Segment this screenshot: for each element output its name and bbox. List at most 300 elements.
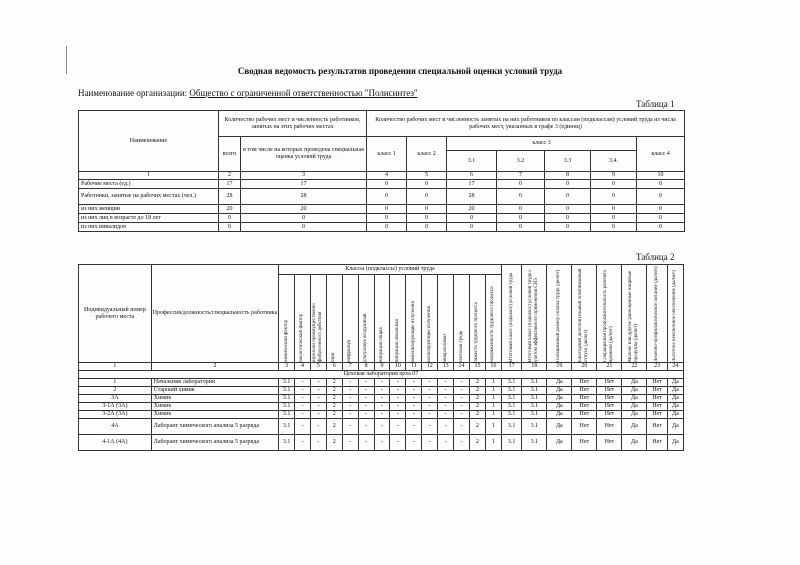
t2-cell: 2 — [469, 411, 485, 419]
t1-head-total: всего — [219, 137, 241, 172]
t2-cell: Нет — [647, 419, 667, 435]
t2-cell: - — [310, 419, 326, 435]
t1-head-class1: класс 1 — [367, 137, 407, 172]
t1-cell: 0 — [591, 180, 637, 189]
t1-cell: 0 — [367, 189, 407, 205]
t2-cell: 3.1 — [279, 379, 295, 387]
t2-vhead-text: напряженность трудового процесса — [490, 285, 496, 362]
t2-cell: 1 — [485, 435, 501, 451]
t1-row — [79, 223, 685, 232]
t1-head-incl: в том числе на которых проведена специальная оценка условий труда — [241, 137, 367, 172]
t1-cell: 0 — [637, 223, 685, 232]
t1-cell: 0 — [591, 205, 637, 214]
t2-cell: Нет — [572, 435, 597, 451]
t2-vhead — [522, 265, 547, 363]
t2-profession: Химик — [151, 411, 278, 419]
t2-cell: Нет — [572, 419, 597, 435]
t2-vhead — [295, 275, 311, 363]
t2-vhead-text: световая среда — [458, 330, 464, 362]
t2-vhead — [358, 275, 374, 363]
t2-col-number: 17 — [501, 363, 521, 371]
t2-cell: 2 — [326, 435, 342, 451]
t2-cell: Да — [667, 403, 683, 411]
t2-cell: - — [422, 395, 438, 403]
t2-col-number: 4 — [295, 363, 311, 371]
t1-cell: 0 — [545, 214, 591, 223]
t2-cell: 1 — [485, 379, 501, 387]
t2-vhead — [422, 275, 438, 363]
t2-cell: - — [374, 403, 390, 411]
t2-profession: Начальник лаборатории — [151, 379, 278, 387]
t2-vhead — [597, 265, 622, 363]
t2-cell: Нет — [597, 419, 622, 435]
t2-cell: - — [310, 379, 326, 387]
t2-cell: 3.1 — [279, 435, 295, 451]
t2-cell: - — [358, 435, 374, 451]
t2-cell: - — [406, 435, 422, 451]
t2-col-number: 12 — [422, 363, 438, 371]
t2-cell: - — [422, 411, 438, 419]
t2-cell: 3.1 — [501, 387, 521, 395]
t2-col-number: 2 — [151, 363, 278, 371]
t2-cell: 2 — [326, 387, 342, 395]
t2-cell: Нет — [647, 387, 667, 395]
t2-cell: - — [342, 403, 358, 411]
t2-cell: 2 — [469, 419, 485, 435]
t2-col-number: 23 — [647, 363, 667, 371]
t2-col-number: 10 — [390, 363, 406, 371]
t2-cell: 1 — [485, 419, 501, 435]
t1-cell: 0 — [545, 189, 591, 205]
t1-col-number: 8 — [545, 172, 591, 180]
t2-cell: 2 — [326, 411, 342, 419]
t1-cell: 0 — [591, 189, 637, 205]
t2-cell: 3.1 — [522, 387, 547, 395]
t2-col-number: 15 — [469, 363, 485, 371]
t2-section-title: Цеховая лаборатория цеха 07 — [79, 371, 684, 379]
t1-head-3-1: 3.1 — [447, 151, 497, 172]
t2-cell: Нет — [572, 395, 597, 403]
t1-cell: 0 — [407, 189, 447, 205]
t2-vhead-text: Молоко или другие равноценные пищевые продукты (да/нет) — [628, 270, 640, 362]
t2-col-number: 18 — [522, 363, 547, 371]
t1-cell: 28 — [447, 189, 497, 205]
t2-vhead — [547, 265, 572, 363]
t2-cell: Да — [667, 395, 683, 403]
t2-vhead-text: Итоговый класс (подкласс) условий труда с учетом эффективного применения СИЗ — [528, 268, 540, 362]
t1-cell: 0 — [367, 214, 407, 223]
t2-vhead — [454, 275, 470, 363]
t2-cell: 2 — [326, 379, 342, 387]
t2-col-number: 5 — [310, 363, 326, 371]
t1-cell: 0 — [407, 223, 447, 232]
t1-head-3-4: 3.4. — [591, 151, 637, 172]
t2-vhead-text: вибрация общая — [379, 326, 384, 362]
t2-cell: - — [390, 379, 406, 387]
t2-profession: Химик — [151, 403, 278, 411]
t2-vhead — [374, 275, 390, 363]
t2-cell: - — [454, 379, 470, 387]
t1-cell: 28 — [219, 189, 241, 205]
t1-row — [79, 180, 685, 189]
t2-cell: - — [358, 411, 374, 419]
t2-cell: Да — [622, 419, 647, 435]
t2-cell: - — [374, 411, 390, 419]
t2-cell: Да — [622, 403, 647, 411]
t2-cell: - — [295, 379, 311, 387]
t2-cell: 2 — [326, 395, 342, 403]
t2-vhead — [326, 275, 342, 363]
t1-col-number: 9 — [591, 172, 637, 180]
t1-col-number: 5 — [407, 172, 447, 180]
t2-cell: Да — [667, 419, 683, 435]
t2-cell: - — [342, 379, 358, 387]
t1-head-3-2: 3.2 — [497, 151, 545, 172]
t2-head-classes: Классы (подклассы) условий труда — [279, 265, 502, 275]
t2-head-id: Индивидуальный номер рабочего места — [79, 265, 152, 363]
t2-vhead-text: Сокращенная продолжительность рабочего времени (да/нет) — [603, 268, 615, 362]
t1-row-label: из них лиц в возрасте до 18 лет — [79, 214, 219, 223]
t2-cell: - — [438, 395, 454, 403]
t2-cell: - — [374, 395, 390, 403]
t2-cell: 3.1 — [501, 395, 521, 403]
t1-row-label: Работники, занятые на рабочих местах (чел.) — [79, 189, 219, 205]
t2-cell: Нет — [597, 387, 622, 395]
t2-cell: - — [374, 435, 390, 451]
t2-vhead — [572, 265, 597, 363]
t2-row — [79, 387, 684, 395]
t1-cell: 0 — [497, 214, 545, 223]
t1-col-number: 1 — [79, 172, 219, 180]
t2-cell: - — [438, 379, 454, 387]
t2-vhead — [501, 265, 521, 363]
t1-head-class2: класс 2 — [407, 137, 447, 172]
t2-cell: 3.1 — [501, 435, 521, 451]
t2-cell: - — [342, 387, 358, 395]
t1-cell: 17 — [219, 180, 241, 189]
t2-vhead-text: ультразвук воздушный — [363, 313, 369, 362]
t2-number-row — [79, 363, 684, 371]
t2-col-number: 14 — [454, 363, 470, 371]
t2-cell: 2 — [469, 403, 485, 411]
t2-col-number: 3 — [279, 363, 295, 371]
t1-cell: 0 — [637, 205, 685, 214]
t2-cell: 3.1 — [501, 403, 521, 411]
t1-head-classes: Количество рабочих мест и численность занятых на них работников по классам (подклассам) условий труда из числа рабочих мест, указанных в графе 3 (единиц) — [367, 111, 685, 137]
t2-vhead — [469, 275, 485, 363]
t2-cell: - — [390, 395, 406, 403]
t1-cell: 0 — [497, 189, 545, 205]
t2-cell: - — [406, 387, 422, 395]
t2-cell: - — [454, 419, 470, 435]
t1-cell: 0 — [637, 214, 685, 223]
t1-cell: 0 — [367, 223, 407, 232]
t2-vhead — [406, 275, 422, 363]
t2-vhead-text: инфразвук — [347, 339, 353, 362]
t2-col-number: 11 — [406, 363, 422, 371]
t1-row — [79, 189, 685, 205]
t2-cell: - — [390, 403, 406, 411]
t2-cell: - — [406, 379, 422, 387]
t2-cell: Нет — [597, 411, 622, 419]
t2-cell: Да — [622, 387, 647, 395]
t2-cell: Нет — [572, 379, 597, 387]
t1-body — [79, 172, 685, 232]
t2-cell: Нет — [572, 387, 597, 395]
t1-row-label: из них женщин — [79, 205, 219, 214]
table2-label: Таблица 2 — [636, 252, 675, 262]
t2-cell: Нет — [572, 411, 597, 419]
t2-vhead — [485, 275, 501, 363]
t2-profession: Химик — [151, 395, 278, 403]
t1-cell: 0 — [497, 205, 545, 214]
t2-cell: - — [454, 435, 470, 451]
t2-cell: Да — [547, 411, 572, 419]
t2-workplace-id: 4-1А (4А) — [79, 435, 152, 451]
t1-row — [79, 205, 685, 214]
t2-cell: Да — [547, 379, 572, 387]
t1-row-label: Рабочие места (ед.) — [79, 180, 219, 189]
t1-row-label: из них инвалидов — [79, 223, 219, 232]
t2-vhead — [438, 275, 454, 363]
t2-vhead — [342, 275, 358, 363]
t2-cell: Нет — [597, 379, 622, 387]
t2-cell: 2 — [326, 403, 342, 411]
t2-cell: - — [406, 395, 422, 403]
t2-cell: Да — [547, 395, 572, 403]
t2-cell: Да — [547, 419, 572, 435]
t1-cell: 0 — [637, 189, 685, 205]
t2-cell: Нет — [572, 403, 597, 411]
t2-vhead — [647, 265, 667, 363]
t1-row — [79, 214, 685, 223]
t2-cell: Нет — [597, 403, 622, 411]
t2-cell: - — [295, 387, 311, 395]
t2-cell: - — [342, 419, 358, 435]
t1-cell: 20 — [241, 205, 367, 214]
organization-line — [78, 88, 418, 98]
t2-vhead — [622, 265, 647, 363]
t2-cell: Да — [622, 435, 647, 451]
t1-head-3-3: 3.3 — [545, 151, 591, 172]
t1-cell: 0 — [637, 180, 685, 189]
t1-col-number: 3 — [241, 172, 367, 180]
t2-cell: 3.1 — [279, 403, 295, 411]
t2-cell: 3.1 — [279, 395, 295, 403]
t2-vhead-text: Повышенный размер оплаты труда (да/нет) — [556, 269, 562, 362]
t1-cell: 0 — [591, 214, 637, 223]
t1-cell: 0 — [241, 214, 367, 223]
t2-workplace-id: 3А — [79, 395, 152, 403]
t1-cell: 0 — [591, 223, 637, 232]
t2-cell: Нет — [647, 403, 667, 411]
t2-cell: 3.1 — [501, 411, 521, 419]
t2-cell: - — [438, 387, 454, 395]
organization-label: Наименование организации: — [78, 88, 188, 98]
t2-cell: - — [295, 435, 311, 451]
t2-cell: 2 — [326, 419, 342, 435]
t2-cell: - — [358, 395, 374, 403]
t2-vhead — [279, 275, 295, 363]
t2-vhead-text: неионизирующие излучения — [410, 300, 416, 362]
t2-vhead-text: Лечебно-профилактическое питание (да/нет) — [654, 265, 660, 362]
t2-cell: - — [310, 435, 326, 451]
t2-workplace-id: 1 — [79, 379, 152, 387]
t2-cell: - — [310, 395, 326, 403]
t2-col-number: 20 — [572, 363, 597, 371]
t1-col-number: 4 — [367, 172, 407, 180]
t2-cell: Нет — [647, 411, 667, 419]
t2-row — [79, 435, 684, 451]
t1-cell: 20 — [447, 205, 497, 214]
t2-cell: - — [374, 419, 390, 435]
t2-row — [79, 395, 684, 403]
t1-cell: 0 — [447, 223, 497, 232]
t1-cell: 0 — [367, 180, 407, 189]
t2-cell: - — [310, 387, 326, 395]
t2-vhead-text: Ежегодный дополнительный оплачиваемый отпуск (да/нет) — [578, 268, 590, 362]
t2-cell: - — [454, 395, 470, 403]
t2-col-number: 8 — [358, 363, 374, 371]
t2-col-number: 21 — [597, 363, 622, 371]
t1-cell: 0 — [407, 214, 447, 223]
t2-cell: Да — [667, 379, 683, 387]
t1-col-number: 6 — [447, 172, 497, 180]
t2-vhead — [310, 275, 326, 363]
t2-cell: - — [454, 403, 470, 411]
t2-cell: - — [406, 419, 422, 435]
t2-workplace-id: 4А — [79, 419, 152, 435]
t2-cell: Да — [547, 403, 572, 411]
t2-cell: - — [358, 419, 374, 435]
t1-cell: 0 — [497, 180, 545, 189]
t1-number-row — [79, 172, 685, 180]
t2-cell: 1 — [485, 403, 501, 411]
t1-cell: 17 — [447, 180, 497, 189]
t2-cell: Нет — [597, 435, 622, 451]
t2-col-number: 19 — [547, 363, 572, 371]
t2-cell: - — [342, 411, 358, 419]
t2-vhead-text: аэрозоли преимущественно фиброгенного действия — [312, 302, 324, 362]
t2-cell: 1 — [485, 411, 501, 419]
t1-cell: 0 — [367, 205, 407, 214]
t2-cell: Да — [547, 435, 572, 451]
t2-cell: - — [310, 411, 326, 419]
t2-vhead-text: тяжесть трудового процесса — [474, 301, 480, 362]
t2-vhead-text: Льготное пенсионное обеспечение (да/нет) — [672, 269, 678, 362]
t2-cell: 3.1 — [279, 387, 295, 395]
t2-vhead-text: микроклимат — [442, 333, 448, 362]
t2-cell: - — [342, 395, 358, 403]
document-title: Сводная ведомость результатов проведения специальной оценки условий труда — [237, 66, 563, 76]
t2-cell: - — [295, 395, 311, 403]
t2-cell: - — [406, 411, 422, 419]
t2-col-number: 1 — [79, 363, 152, 371]
t2-col-number: 6 — [326, 363, 342, 371]
t2-vhead-text: биологический фактор — [299, 313, 305, 362]
t1-col-number: 10 — [637, 172, 685, 180]
t1-cell: 0 — [219, 214, 241, 223]
t2-vhead-text: химический фактор — [283, 319, 289, 362]
t1-cell: 0 — [241, 223, 367, 232]
t2-cell: - — [438, 411, 454, 419]
t2-cell: - — [390, 435, 406, 451]
t1-head-count: Количество рабочих мест и численность работников, занятых на этих рабочих местах — [219, 111, 367, 137]
t2-cell: Да — [547, 387, 572, 395]
t2-cell: 2 — [469, 395, 485, 403]
t2-cell: 3.1 — [522, 435, 547, 451]
t2-vhead-text: вибрация локальная — [394, 318, 400, 362]
t2-cell: - — [358, 387, 374, 395]
t2-cell: Да — [622, 411, 647, 419]
t2-row — [79, 419, 684, 435]
t2-cell: - — [438, 403, 454, 411]
t2-cell: 3.1 — [522, 395, 547, 403]
t1-cell: 0 — [407, 205, 447, 214]
t2-vhead — [390, 275, 406, 363]
t2-cell: - — [390, 387, 406, 395]
t2-cell: - — [358, 379, 374, 387]
t2-cell: - — [454, 387, 470, 395]
t2-col-number: 13 — [438, 363, 454, 371]
t2-cell: 3.1 — [522, 411, 547, 419]
t2-cell: - — [358, 403, 374, 411]
t2-col-number: 22 — [622, 363, 647, 371]
t2-cell: 2 — [469, 379, 485, 387]
workplace-table — [78, 264, 684, 451]
t1-head-name: Наименование — [79, 111, 219, 172]
t2-body — [79, 363, 684, 451]
t2-row — [79, 379, 684, 387]
t2-cell: - — [295, 411, 311, 419]
t2-cell: Нет — [647, 395, 667, 403]
t2-cell: - — [310, 403, 326, 411]
t2-cell: 2 — [469, 435, 485, 451]
t2-head-profession: Профессия/должность/специальность работника — [151, 265, 278, 363]
t2-cell: - — [390, 411, 406, 419]
t2-cell: - — [390, 419, 406, 435]
t2-vhead-text: Итоговый класс (подкласс) условий труда — [508, 272, 514, 362]
t1-col-number: 2 — [219, 172, 241, 180]
t1-head-class3: класс 3 — [447, 137, 637, 151]
t2-profession: Лаборант химического анализа 5 разряда — [151, 419, 278, 435]
t2-col-number: 7 — [342, 363, 358, 371]
t2-cell: - — [438, 419, 454, 435]
t1-cell: 0 — [497, 223, 545, 232]
t2-cell: - — [406, 403, 422, 411]
t2-workplace-id: 2 — [79, 387, 152, 395]
t2-cell: 1 — [485, 387, 501, 395]
t2-cell: - — [342, 435, 358, 451]
t2-profession: Лаборант химического анализа 5 разряда — [151, 435, 278, 451]
t1-cell: 20 — [219, 205, 241, 214]
t2-cell: - — [422, 435, 438, 451]
t1-cell: 17 — [241, 180, 367, 189]
t1-col-number: 7 — [497, 172, 545, 180]
t2-cell: 3.1 — [522, 419, 547, 435]
t1-head-class4: класс 4 — [637, 137, 685, 172]
t2-cell: 1 — [485, 395, 501, 403]
t2-vhead-text: ионизирующие излучения — [426, 305, 432, 362]
t2-cell: 3.1 — [522, 403, 547, 411]
t2-vhead-text: шум — [331, 352, 337, 362]
t2-cell: 3.1 — [279, 419, 295, 435]
t2-cell: - — [422, 403, 438, 411]
summary-table — [78, 110, 685, 232]
t2-cell: Да — [667, 387, 683, 395]
t2-cell: 3.1 — [522, 379, 547, 387]
t2-col-number: 9 — [374, 363, 390, 371]
